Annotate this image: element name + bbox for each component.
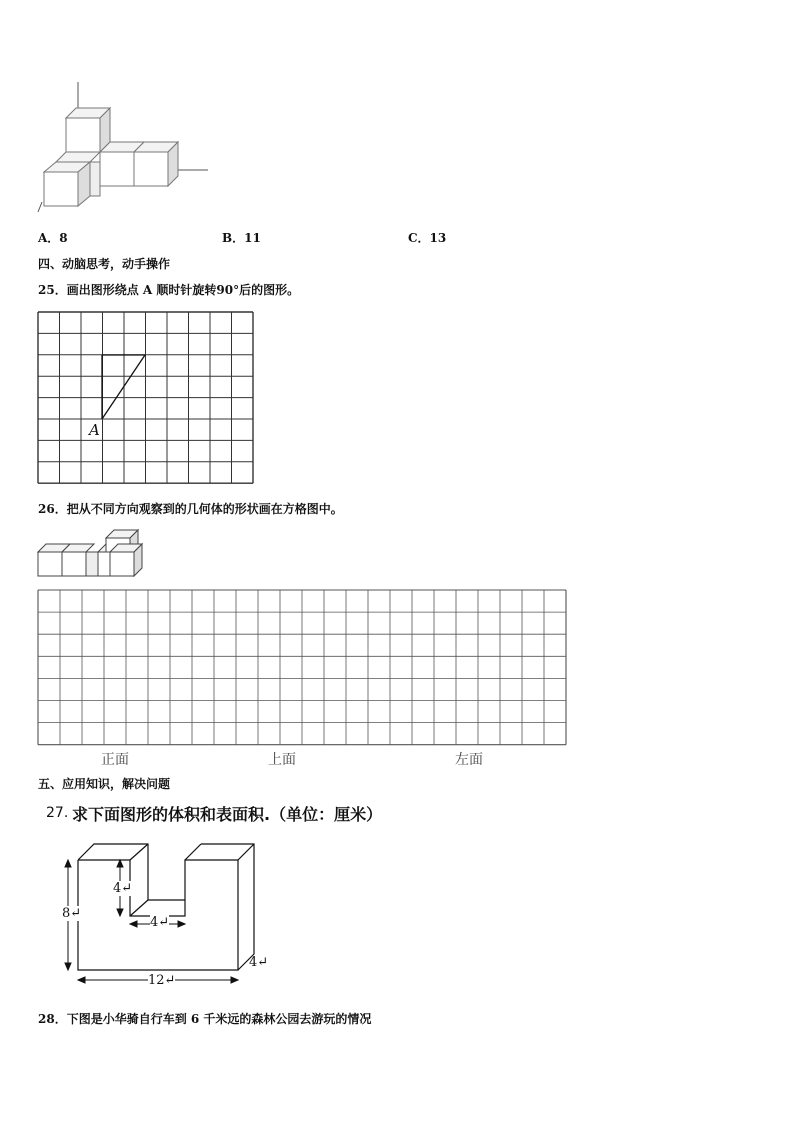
section-5-title: 五、应用知识，解决问题 (38, 777, 171, 791)
dim-notch-depth: 4↵ (113, 881, 133, 896)
q26-solid-figure (38, 530, 158, 580)
dim-notch-width: 4↵ (150, 915, 170, 930)
q26-grid (38, 590, 568, 746)
label-top: 上面 (268, 752, 296, 768)
dim-length: 12↵ (148, 973, 176, 988)
label-front: 正面 (101, 752, 129, 768)
dim-height: 8↵ (62, 906, 82, 921)
q27-number: 27. (46, 805, 69, 821)
q28-text: 28．下图是小华骑自行车到 6 千米远的森林公园去游玩的情况 (38, 1012, 372, 1026)
q25-grid (38, 312, 254, 484)
option-c: C．13 (408, 231, 447, 245)
q27-text: 求下面图形的体积和表面积.（单位：厘米） (72, 805, 383, 824)
dim-depth: 4↵ (249, 955, 269, 970)
option-b: B．11 (222, 231, 261, 245)
point-a-label: A (89, 421, 100, 439)
label-left: 左面 (455, 752, 483, 768)
q25-text: 25．画出图形绕点 A 顺时针旋转90°后的图形。 (38, 283, 300, 297)
q26-text: 26．把从不同方向观察到的几何体的形状画在方格图中。 (38, 502, 343, 516)
section-4-title: 四、动脑思考，动手操作 (38, 257, 171, 271)
cube-stack-figure (30, 70, 250, 230)
option-a: A．8 (38, 231, 68, 245)
